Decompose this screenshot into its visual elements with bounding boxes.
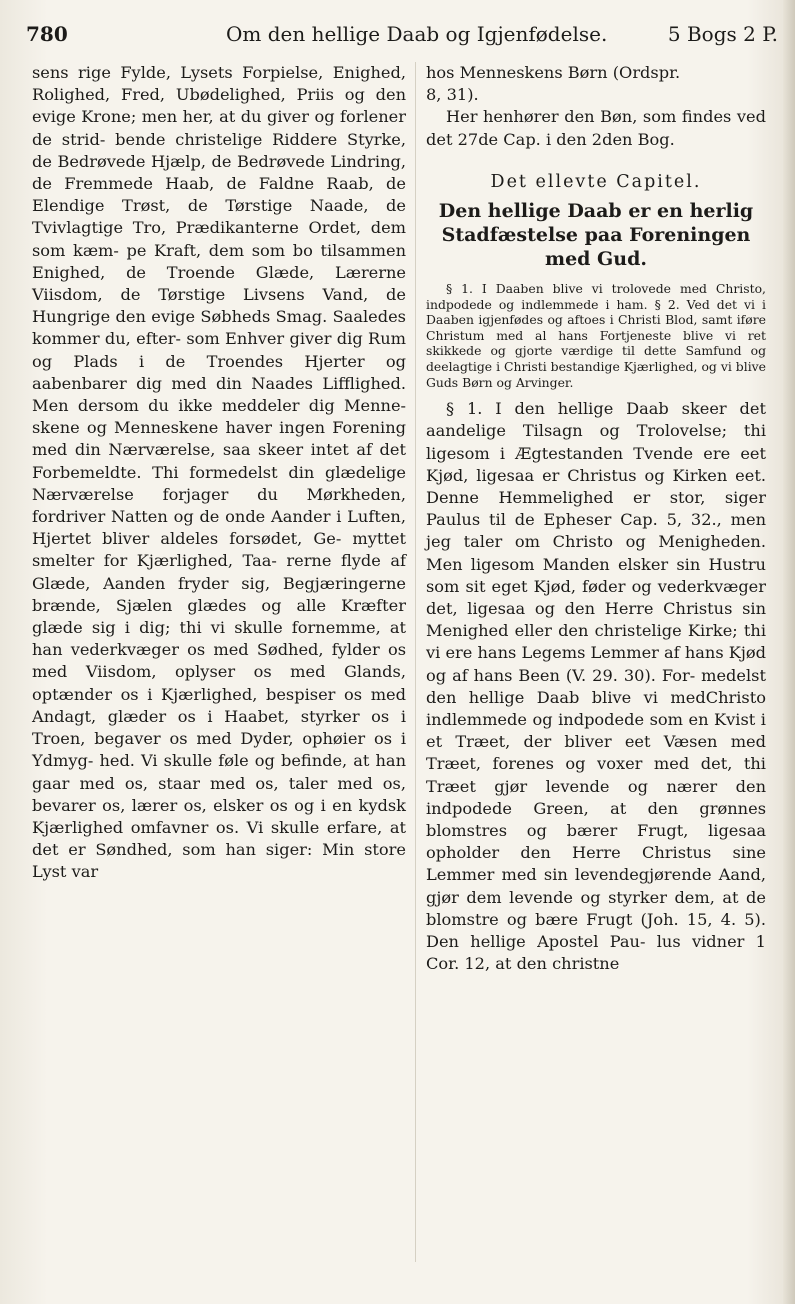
right-column (426, 62, 766, 975)
chapter-summary: § 1. I Daaben blive vi trolovede med Christo, indpodede og indlemmede i ham. § 2. Ved det vi i Daaben igjenfødes og aftoes i Christi Blod, samt iføre Christum med al hans Fortjeneste blive vi ret skikkede og gjorte værdige til dette Samfund og deelagtige i Christi bestandige Kjærlighed, og vi blive Guds Børn og Arvinger. (426, 281, 766, 390)
chapter-heading: Det ellevte Capitel. (490, 171, 702, 192)
left-column-text: sens rige Fylde, Lysets Forpielse, Enighed, Rolighed, Fred, Ubødelighed, Priis og den evige Krone; men her, at du giver og forlener de strid- bende christelige Riddere Styrke, de Bedrøvede Hjælp, de Bedrøvede Lindring, de Fremmede Haab, de Faldne Raab, de Elendige Trøst, de Tørstige Naade, de Tvivlagtige Tro, Prædikanterne Ordet, dem som kæm- pe Kraft, dem som bo tilsammen Enighed, de Troende Glæde, Lærerne Viisdom, de Tørstige Livsens Vand, de Hungrige den evige Søbheds Smag. Saaledes kommer du, efter- som Enhver giver dig Rum og Plads i de Troendes Hjerter og aabenbarer dig med din Naades Lifflighed. Men dersom du ikke meddeler dig Menne- skene og Menneskene haver ingen Forening med din Nærværelse, saa skeer intet af det Forbemeldte. Thi formedelst din glædelige Nærværelse forjager du Mørkheden, fordriver Natten og de onde Aander i Luften, Hjertet bliver aldeles forsødet, Ge- myttet smelter for Kjærlighed, Taa- rerne flyde af Glæde, Aanden fryder sig, Begjæringerne brænde, Sjælen glædes og alle Kræfter glæde sig i dig; thi vi skulle fornemme, at han vederkvæger os med Sødhed, fylder os med Viisdom, oplyser os med Glands, optænder os i Kjærlighed, bespiser os med Andagt, glæder os i Haabet, styrker os i Troen, begaver os med Dyder, ophøier os i Ydmyg- hed. Vi skulle føle og befinde, at han gaar med os, staar med os, taler med os, bevarer os, lærer os, elsker os og i en kydsk Kjærlighed omfavner os. Vi skulle erfare, at det er Søndhed, som han siger: Min store Lyst var (32, 63, 406, 882)
chapter-title: Den hellige Daab er en herlig Stadfæstelse paa Foreningen med Gud. (438, 200, 754, 271)
left-column (32, 62, 406, 884)
chapter-body: § 1. I den hellige Daab skeer det aandelige Tilsagn og Trolovelse; thi ligesom i Ægtestanden Tvende ere eet Kjød, ligesaa er Christus og Kirken eet. Denne Hemmelighed er stor, siger Paulus til de Epheser Cap. 5, 32., men jeg taler om Christo og Menigheden. Men ligesom Manden elsker sin Hustru som sit eget Kjød, føder og vederkvæger det, ligesaa og den Herre Christus sin Menighed eller den christelige Kirke; thi vi ere hans Legems Lemmer af hans Kjød og af hans Been (V. 29. 30). For- medelst den hellige Daab blive vi medChristo indlemmede og indpodede som en Kvist i et Træet, der bliver eet Væsen med Træet, forenes og voxer med det, thi Træet gjør levende og nærer den indpodede Green, at den grønnes blomstres og bærer Frugt, ligesaa opholder den Herre Christus sine Lemmer med sin levendegjørende Aand, gjør dem levende og styrker dem, at de blomstre og bære Frugt (Joh. 15, 4. 5). Den hellige Apostel Pau- lus vidner 1 Cor. 12, at den christne (426, 399, 766, 974)
signature-mark: 5 Bogs 2 P. (667, 22, 778, 46)
column-divider (415, 62, 416, 1262)
page-number: 780 (26, 22, 68, 46)
continued-line-2: 8, 31). (426, 85, 479, 105)
page-header (26, 22, 778, 52)
continued-line-1: hos Menneskens Børn (Ordspr. (426, 63, 681, 82)
prayer-reference: Her henhører den Bøn, som findes ved det 27de Cap. i den 2den Bog. (426, 107, 766, 149)
running-title: Om den hellige Daab og Igjenfødelse. (226, 22, 608, 46)
page-edge (783, 0, 795, 1304)
